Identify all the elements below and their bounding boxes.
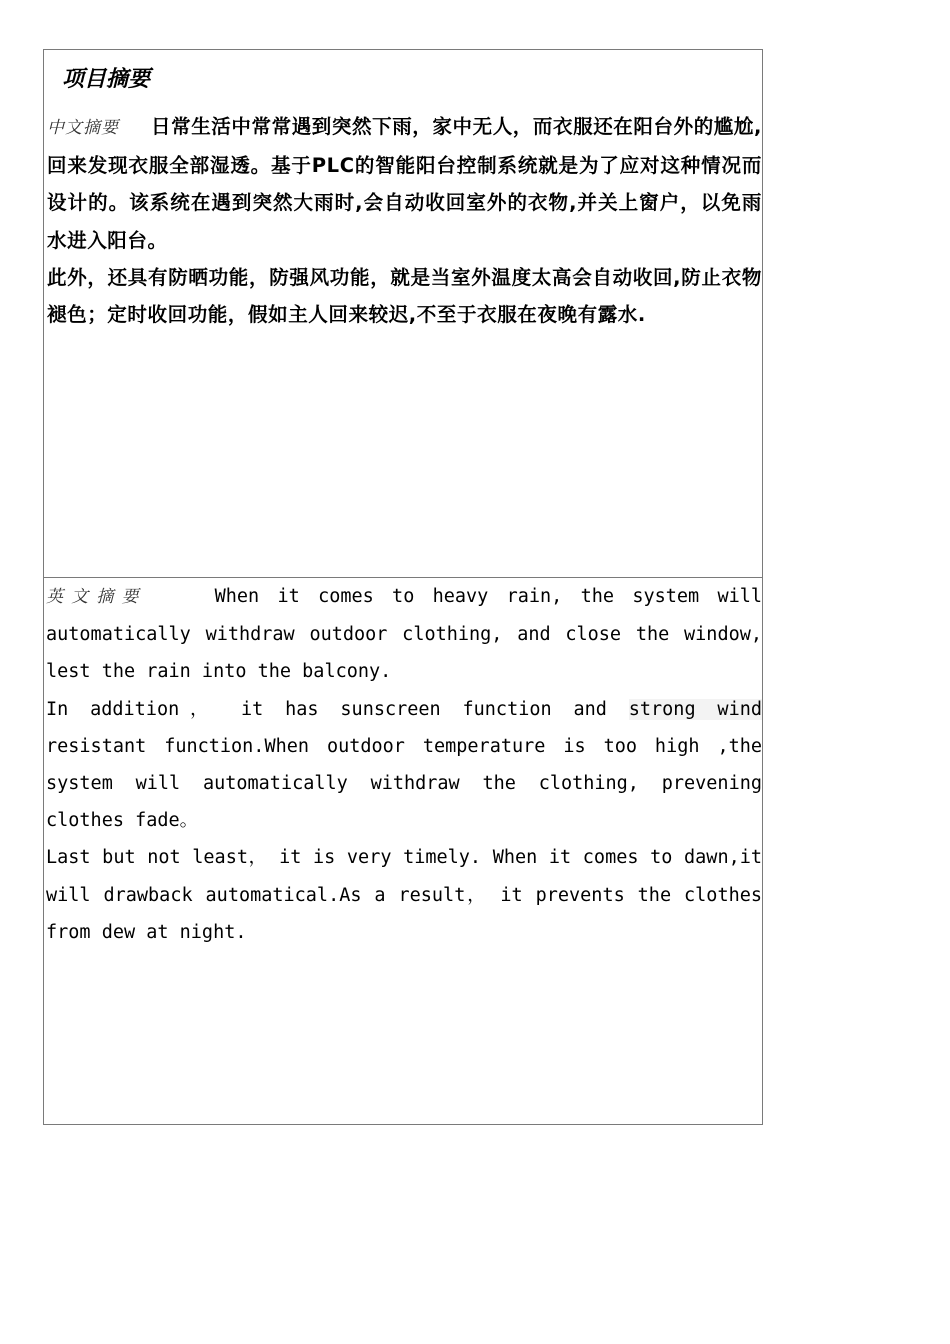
english-abstract-text-1: When it comes to heavy rain, the system will automatically withdraw outdoor clothing, and close the window, lest the rain into the balcony. [46,586,762,683]
english-abstract-text-2a: In addition， it has sunscreen function and [46,698,629,720]
chinese-abstract-cell [44,50,762,578]
english-abstract-paragraph-2 [46,691,762,840]
chinese-abstract-paragraph-2: 此外，还具有防晒功能，防强风功能，就是当室外温度太高会自动收回,防止衣物褪色；定时收回功能，假如主人回来较迟,不至于衣服在夜晚有露水. [47,265,762,327]
abstract-table [43,49,763,1125]
english-abstract-paragraph-3: Last but not least， it is very timely. When it comes to dawn,it will drawback automatical.As a result， it prevents the clothes from dew at night. [46,847,762,943]
chinese-abstract-text-1: 日常生活中常常遇到突然下雨，家中无人，而衣服还在阳台外的尴尬,回来发现衣服全部湿透。基于PLC的智能阳台控制系统就是为了应对这种情况而设计的。该系统在遇到突然大雨时,会自动收回室外的衣物,并关上窗户，以免雨水进入阳台。 [47,115,763,252]
english-abstract-label: 英文摘要 [46,587,147,607]
english-abstract-cell [44,578,762,1124]
section-title: 项目摘要 [62,66,151,92]
english-abstract-text-2b: resistant function.When outdoor temperature is too high ,the system will automatically withdraw the clothing, prevening clothes fade。 [46,735,762,832]
chinese-abstract-paragraph-1 [47,108,762,259]
english-abstract-body [46,578,762,951]
highlighted-text: strong wind [628,698,762,720]
chinese-abstract-label: 中文摘要 [47,118,119,138]
chinese-abstract-body [47,108,762,333]
english-abstract-paragraph-1 [46,578,762,691]
